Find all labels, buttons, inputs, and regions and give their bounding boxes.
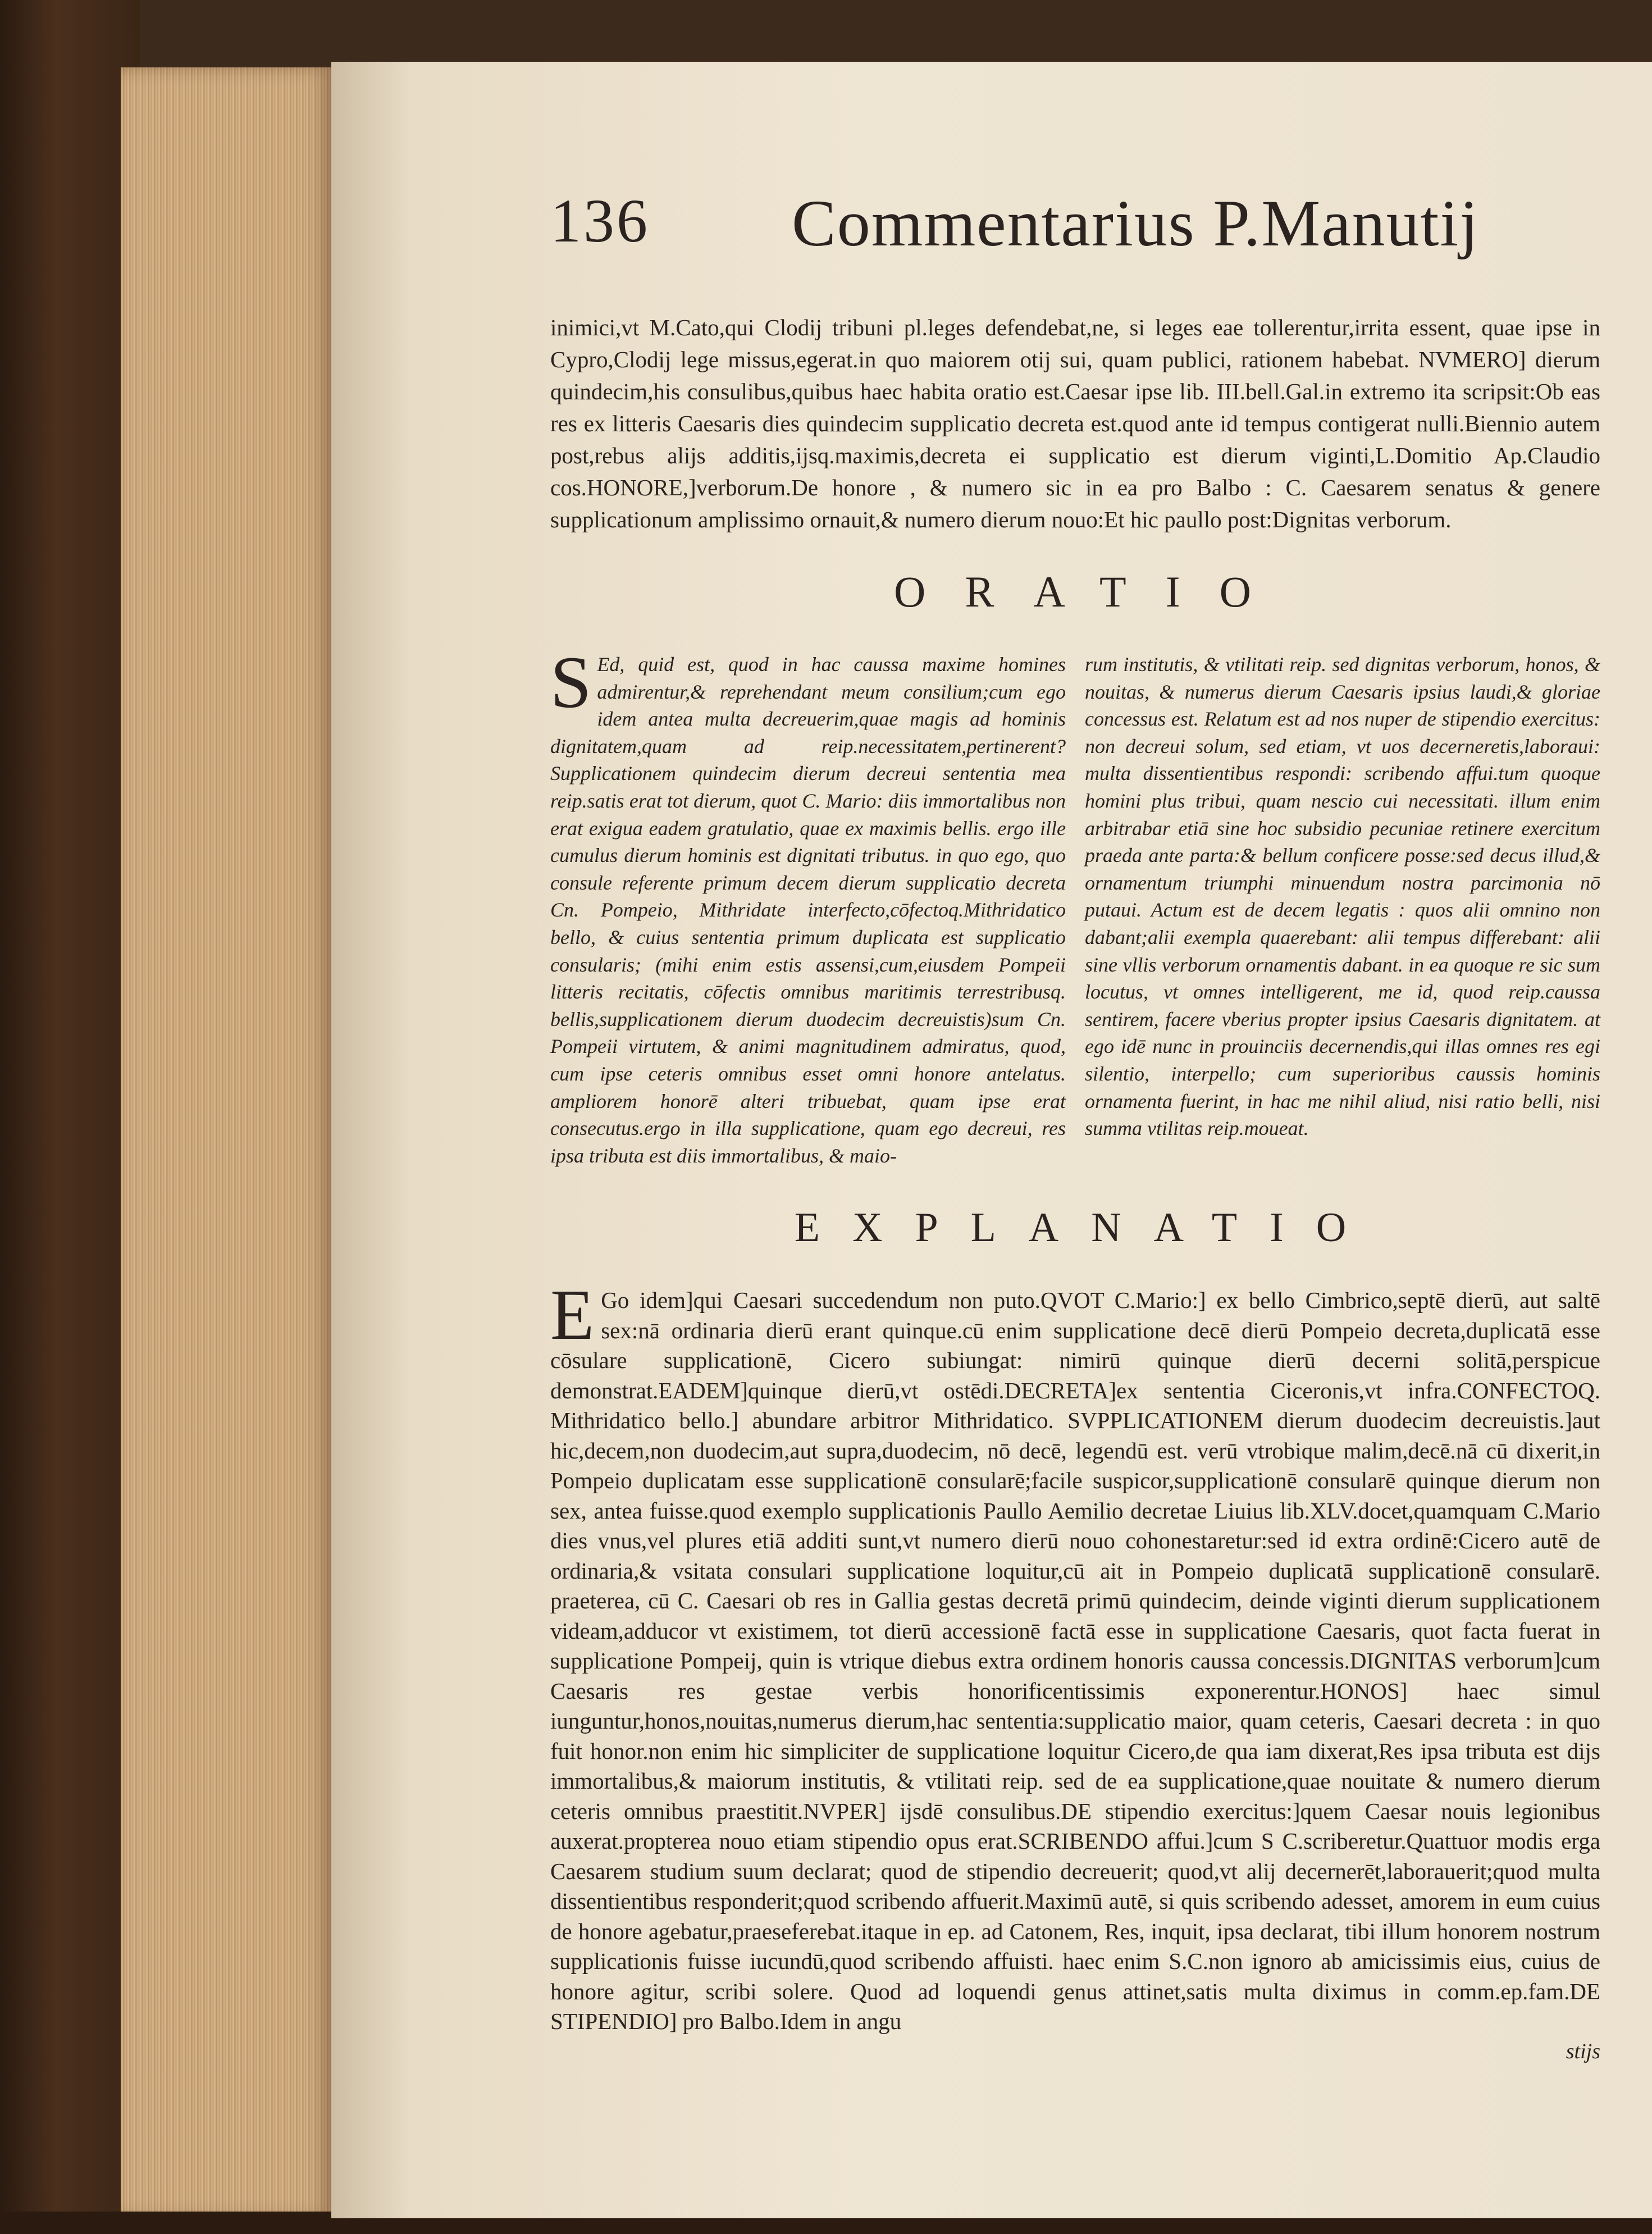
page-fore-edge — [121, 67, 334, 2218]
oratio-column-right: rum institutis, & vtilitati reip. sed dignitas verborum, honos, & nouitas, & numerus dierum Caesaris ipsius laudi,& gloriae concessus est. Relatum est ad nos nuper de stipendio exercitus: non decreui solum, sed etiam, vt uos decerneretis,laboraui: multa dissentientibus respondi: scribendo affui.tum quoque homini plus tribui, quam nescio cui necessitati. illum enim arbitrabar etiā sine hoc subsidio pecuniae retinere exercitum praeda ante parta:& bellum conficere posse:sed decus illud,& ornamentum triumphi minuendum nostra parcimonia nō putaui. Actum est de decem legatis : quos alii omnino non dabant;alii exempla quaerebant: alii tempus differebant: alii sine vllis verborum ornamentis dabant. in ea quoque re sic sum locutus, vt omnes intelligerent, me id, quod reip.caussa sentirem, facere vberius propter ipsius Caesaris dignitatem. at ego idē nunc in prouinciis decernendis,qui illas omnes res egi silentio, interpello; cum superioribus caussis hominis ornamenta fuerint, in hac me nihil aliud, nisi ratio belli, nisi summa vtilitas reip.moueat. — [1085, 653, 1600, 1140]
explanatio-body — [550, 1275, 1600, 2037]
oratio-left-text: Ed, quid est, quod in hac caussa maxime homines admirentur,& reprehendant meum consilium;cum ego idem antea multa decreuerim,quae magis ad hominis dignitatem,quam ad reip.necessitatem,pertinerent? Supplicationem quindecim dierum decreui sententia mea reip.satis erat tot dierum, quot C. Mario: diis immortalibus non erat exigua eadem gratulatio, quae ex maximis bellis. ergo ille cumulus dierum hominis est dignitati tributus. in quo ego, quo consule referente primum decem dierum supplicatio decreta Cn. Pompeio, Mithridate interfecto,cōfectoq.Mithridatico bello, & cuius sententia primum duplicata est supplicatio consularis; (mihi enim estis assensi,cum,eiusdem Pompeii litteris recitatis, cōfectis omnibus maritimis terrestribusq. bellis,supplicationem dierum duodecim decreuistis)sum Cn. Pompeii virtutem, & animi magnitudinem admiratus, quod, cum ipse ceteris omnibus esset omni honore antelatus. ampliorem honorē alteri tribuebat, quam ipse erat consecutus.ergo in illa supplicatione, quam ego decreui, res ipsa tributa est diis immortalibus, & maio- — [550, 653, 1066, 1167]
book-page — [331, 62, 1652, 2218]
explanatio-text: Go idem]qui Caesari succedendum non puto.QVOT C.Mario:] ex bello Cimbrico,septē dierū, aut saltē sex:nā ordinaria dierū erant quinque.cū enim supplicatione decē dierū Pompeio decreta,duplicatā esse cōsulare supplicationē, Cicero subiungat: nimirū quinque dierū decerni solitā,perspicue demonstrat.EADEM]quinque dierū,vt ostēdi.DECRETA]ex sententia Ciceronis,vt infra.CONFECTOQ. Mithridatico bello.] abundare arbitror Mithridatico. SVPPLICATIONEM dierum duodecim decreuistis.]aut hic,decem,non duodecim,aut supra,duodecim, nō decē, legendū est. verū vtrobique malim,decē.nā cū dixerit,in Pompeio duplicatam esse supplicationē consularē;facile suspicor,supplicationē consularē quinque dierum non sex, antea fuisse.quod exemplo supplicationis Paullo Aemilio decretae Liuius lib.XLV.docet,quamquam C.Mario dies vnus,vel plures etiā additi sunt,vt numero dierū nouo cohonestaretur:sed id extra ordinē:Cicero autē de ordinaria,& vsitata consulari supplicatione loquitur,cū ait in Pompeio duplicatā supplicationē consularē. praeterea, cū C. Caesari ob res in Gallia gestas decretā primū quindecim, deinde viginti dierum supplicationem videam,adducor vt existimem, tot dierū accessionē factā esse in supplicatione Caesaris, quot facta fuerat in supplicatione Pompeij, quin is vtrique diebus extra ordinem honoris caussa concessis.DIGNITAS verborum]cum Caesaris res gestae verbis honorificentissimis exponerentur.HONOS] haec simul iunguntur,honos,nouitas,numerus dierum,hac sententia:supplicatio maior, quam ceteris, Caesari decreta : in quo fuit honor.non enim hic simpliciter de supplicatione loquitur Cicero,de qua iam dixerat,Res ipsa tributa est dijs immortalibus,& maiorum institutis, & vtilitati reip. sed de ea supplicatione,quae nouitate & numero dierum ceteris omnibus praestitit.NVPER] ijsdē consulibus.DE stipendio exercitus:]quem Caesar nouis legionibus auxerat.propterea nouo etiam stipendio opus erat.SCRIBENDO affui.]cum S C.scriberetur.Quattuor modis erga Caesarem studium suum declarat; quod de stipendio decreuerit; quod,vt alij decernerēt,laborauerit;quod multa dissentientibus responderit;quod scribendo affuerit.Maximū autē, si quis scribendo adesset, amorem in eum cuius de honore agebatur,praeseferebat.itaque in ep. ad Catonem, Res, inquit, ipsa declarat, tibi illum honorem nostrum supplicationis fuisse iucundū,quod scribendo affuisti. haec enim S.C.non ignoro ab amicissimis eius, cuius de honore agitur, scribi solere. Quod ad loquendi genus attinet,satis multa diximus in comm.ep.fam.DE STIPENDIO] pro Balbo.Idem in angu — [550, 1287, 1600, 2035]
catchword: stijs — [1566, 2039, 1600, 2063]
oratio-columns — [550, 641, 1600, 1169]
commentary-continuation: inimici,vt M.Cato,qui Clodij tribuni pl.leges defendebat,ne, si leges eae tollerentur,irrita essent, quae ipse in Cypro,Clodij lege missus,egerat.in quo maiorem otij sui, quam publici, rationem habebat. NVMERO] dierum quindecim,his consulibus,quibus haec habita oratio est.Caesar ipse lib. III.bell.Gal.in extremo ita scripsit:Ob eas res ex litteris Caesaris dies quindecim supplicatio decreta est.quod ante id tempus contigerat nulli.Biennio autem post,rebus alijs additis,ijsq.maximis,decreta ei supplicatio est dierum viginti,L.Domitio Ap.Claudio cos.HONORE,]verborum.De honore , & numero sic in ea pro Balbo : C. Caesarem senatus & genere supplicationum amplissimo ornauit,& numero dierum nouo:Et hic paullo post:Dignitas verborum. — [550, 314, 1600, 532]
running-title: Commentarius P.Manutij — [792, 186, 1479, 260]
oratio-dropcap: S — [550, 641, 592, 723]
explanatio-dropcap: E — [550, 1275, 595, 1355]
running-head — [550, 185, 1600, 314]
page-number: 136 — [550, 186, 650, 255]
page-text-block — [550, 185, 1600, 2064]
explanatio-heading: EXPLANATIO — [794, 1205, 1379, 1251]
oratio-heading: ORATIO — [894, 567, 1290, 616]
oratio-column-left — [550, 641, 1066, 1169]
book-binding — [0, 0, 140, 2234]
